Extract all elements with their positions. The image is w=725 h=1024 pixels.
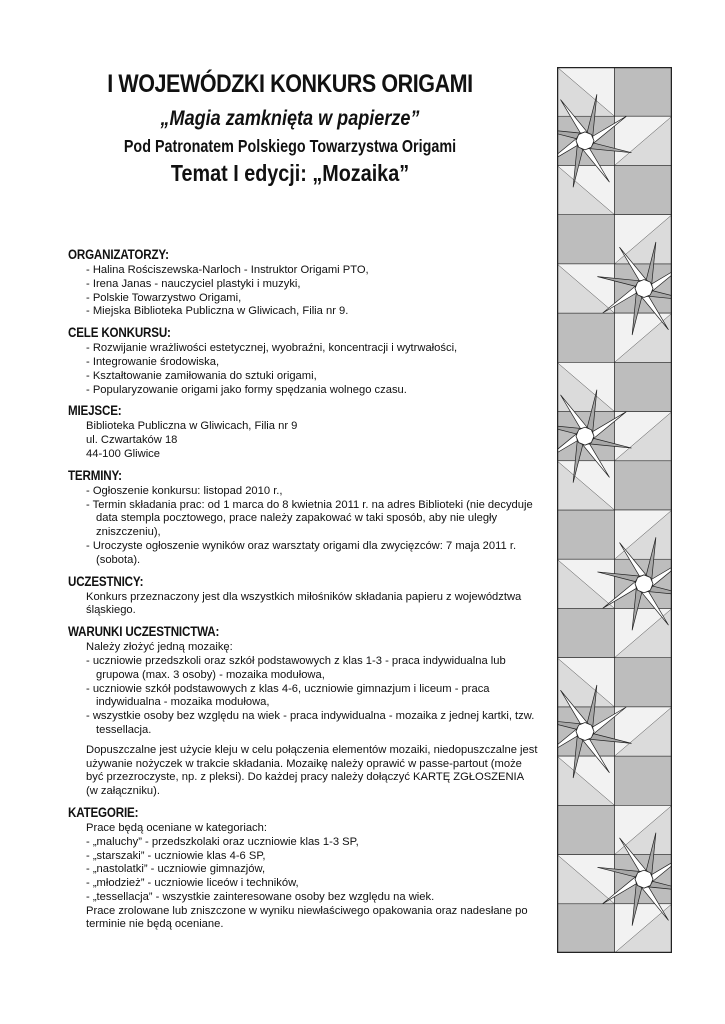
section-title: WARUNKI UCZESTNICTWA: [68, 624, 220, 640]
list-item: - Popularyzowanie origami jako formy spędzania wolnego czasu. [86, 383, 407, 396]
list-item: - Irena Janas - nauczyciel plastyki i muzyki, [86, 277, 301, 290]
section-title: ORGANIZATORZY: [68, 247, 169, 262]
document-title: I WOJEWÓDZKI KONKURS ORIGAMI [107, 70, 473, 98]
list-item: - Halina Rościszewska-Narloch - Instruktor Origami PTO, [86, 264, 369, 276]
section-title: TERMINY: [68, 467, 122, 483]
list-item: - „nastolatki” - uczniowie gimnazjów, [86, 863, 266, 876]
list-item: - „młodzież” - uczniowie liceów i techników, [86, 877, 299, 890]
section-title: MIEJSCE: [68, 403, 122, 419]
section-dates [68, 468, 538, 568]
list-item: - Polskie Towarzystwo Origami, [86, 291, 242, 304]
list-item: - Ogłoszenie konkursu: listopad 2010 r., [86, 484, 283, 497]
theme-line: Temat I edycji: „Mozaika” [170, 160, 410, 186]
paragraph: Prace będą oceniane w kategoriach: [86, 821, 267, 834]
list-item: - Termin składania prac: od 1 marca do 8 kwietnia 2011 r. na adres Biblioteki (nie decyduje data stempla pocztowego, prace należy zapakować w taki sposób, aby nie uległy zniszczeniu), [86, 498, 533, 539]
section-conditions [68, 624, 538, 799]
list-item: - Uroczyste ogłoszenie wyników oraz warsztaty origami dla zwycięzców: 7 maja 2011 r. (sobota). [86, 539, 517, 566]
list-item: - Integrowanie środowiska, [86, 355, 220, 368]
paragraph: Należy złożyć jedną mozaikę: [86, 641, 233, 654]
list-item: - „tessellacja” - wszystkie zainteresowane osoby bez względu na wiek. [86, 890, 435, 903]
section-categories [68, 805, 538, 932]
section-title: KATEGORIE: [68, 804, 139, 820]
document-header [40, 70, 540, 187]
section-organizers [68, 247, 538, 319]
paragraph: Dopuszczalne jest użycie kleju w celu połączenia elementów mozaiki, niedopuszczalne jest używanie nożyczek w trakcie składania. Mozaikę należy oprawić w passe-partout (może być przezroczyste, np. z pleksi). Do każdej pracy należy dołączyć KARTĘ ZGŁOSZENIA (w załączniku). [86, 743, 538, 798]
section-place [68, 403, 538, 461]
document-subtitle: „Magia zamknięta w papierze” [160, 107, 420, 130]
list-item: - Kształtowanie zamiłowania do sztuki origami, [86, 369, 317, 382]
address-line: Biblioteka Publiczna w Gliwicach, Filia nr 9 [86, 420, 298, 433]
document-body [68, 241, 538, 932]
section-participants [68, 574, 538, 619]
origami-tessellation-image [557, 67, 672, 953]
address-line: 44-100 Gliwice [86, 447, 160, 460]
list-item: - uczniowie szkół podstawowych z klas 4-6, uczniowie gimnazjum i liceum - praca indywidualna - mozaika modułowa, [86, 682, 490, 709]
list-item: - Miejska Biblioteka Publiczna w Gliwicach, Filia nr 9. [86, 305, 349, 318]
patronage-line: Pod Patronatem Polskiego Towarzystwa Origami [123, 136, 457, 156]
section-title: UCZESTNICY: [68, 573, 144, 589]
section-goals [68, 325, 538, 397]
section-title: CELE KONKURSU: [68, 325, 171, 341]
list-item: - „starszaki” - uczniowie klas 4-6 SP, [86, 849, 266, 862]
paragraph: Konkurs przeznaczony jest dla wszystkich miłośników składania papieru z województwa śląskiego. [86, 590, 522, 617]
list-item: - uczniowie przedszkoli oraz szkół podstawowych z klas 1-3 - praca indywidualna lub grupowa (max. 3 osoby) - mozaika modułowa, [86, 654, 506, 681]
address-line: ul. Czwartaków 18 [86, 434, 178, 447]
list-item: - Rozwijanie wrażliwości estetycznej, wyobraźni, koncentracji i wytrwałości, [86, 342, 458, 355]
list-item: - „maluchy” - przedszkolaki oraz uczniowie klas 1-3 SP, [86, 835, 359, 848]
list-item: - wszystkie osoby bez względu na wiek - praca indywidualna - mozaika z jednej kartki, tzw. tessellacja. [86, 710, 535, 736]
paragraph: Prace zrolowane lub zniszczone w wyniku niewłaściwego opakowania oraz nadesłane po terminie nie będą oceniane. [86, 904, 528, 931]
